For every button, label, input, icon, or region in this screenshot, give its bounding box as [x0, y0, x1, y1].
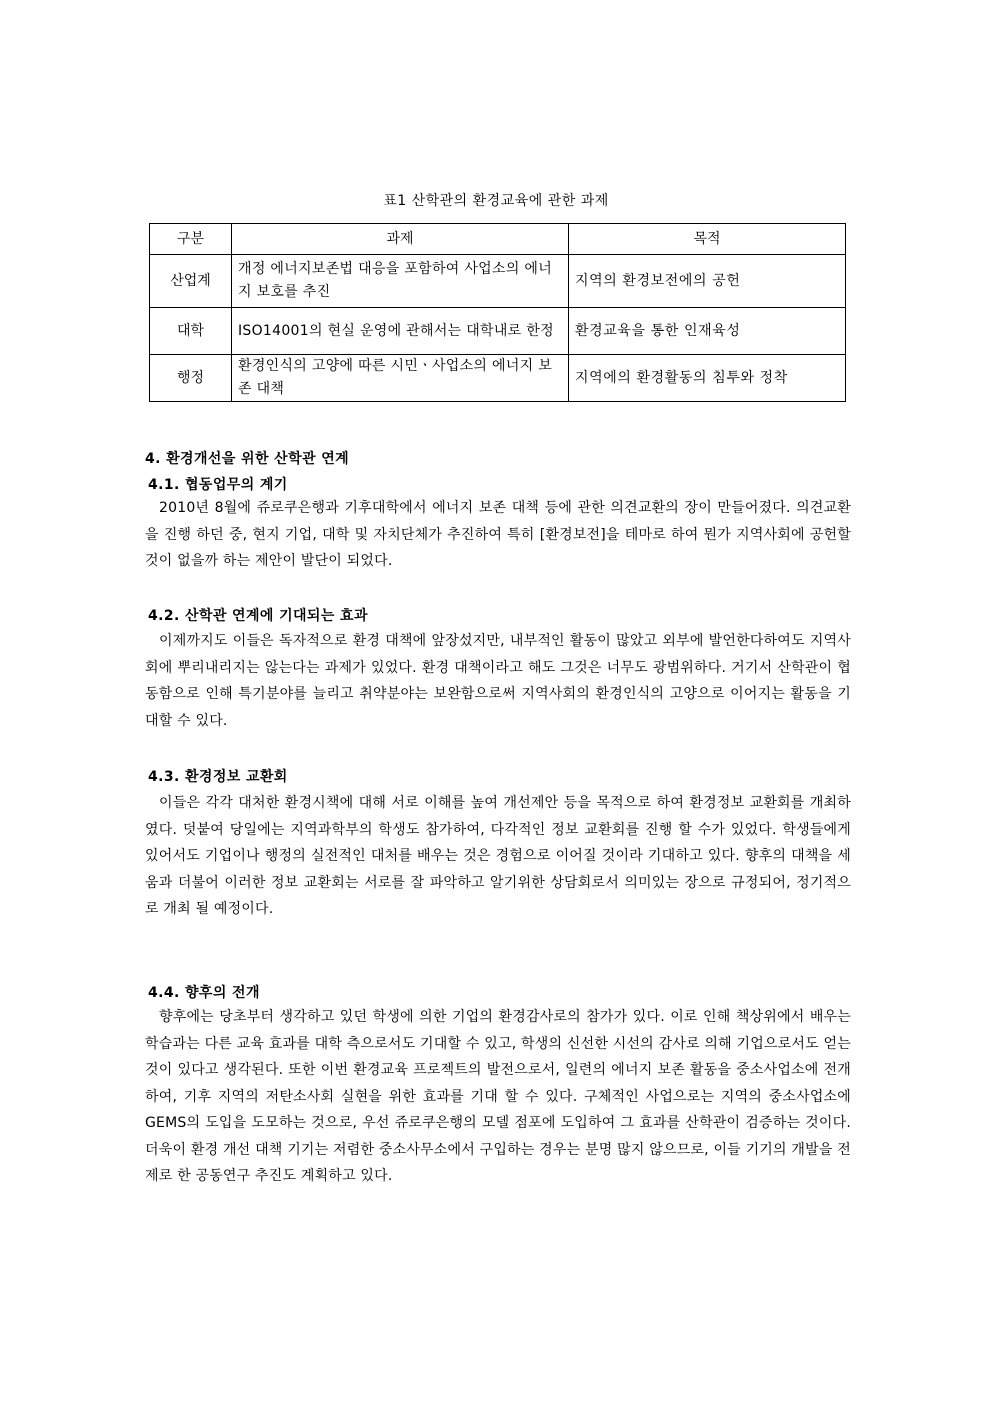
header-goal: 목적 [569, 224, 846, 255]
row-task: ISO14001의 현실 운영에 관해서는 대학내로 한정 [232, 308, 569, 355]
paragraph: 향후에는 당초부터 생각하고 있던 학생에 의한 기업의 환경감사로의 참가가 있다. 이로 인해 책상위에서 배우는 학습과는 다른 교육 효과를 대학 측으로서도 기대할 수 있고, 학생의 신선한 시선의 감사로 의해 기업으로서도 얻는 것이 있다고 생각된다. 또한 이번 환경교육 프로젝트의 발전으로서, 일련의 에너지 보존 활동을 중소사업소에 전개하여, 기후 지역의 저탄소사회 실현을 위한 효과를 기대 할 수 있다. 구체적인 사업으로는 지역의 중소사업소에 GEMS의 도입을 도모하는 것으로, 우선 쥬로쿠은행의 모델 점포에 도입하여 그 효과를 산학관이 검증하는 것이다. 더욱이 환경 개선 대책 기기는 저렴한 중소사무소에서 구입하는 경우는 분명 많지 않으므로, 이들 기기의 개발을 전제로 한 공동연구 추진도 계획하고 있다. [145, 1009, 851, 1184]
paragraph: 이제까지도 이들은 독자적으로 환경 대책에 앞장섰지만, 내부적인 활동이 많았고 외부에 발언한다하여도 지역사회에 뿌리내리지는 않는다는 과제가 있었다. 환경 대책이라고 해도 그것은 너무도 광범위하다. 거기서 산학관이 협동함으로 인해 특기분야를 늘리고 취약분야는 보완함으로써 지역사회의 환경인식의 고양으로 이어지는 활동을 기대할 수 있다. [145, 633, 851, 729]
row-category: 대학 [150, 308, 232, 355]
subsection-title: 4.1. 협동업무의 계기 [148, 477, 288, 493]
section-title: 4. 환경개선을 위한 산학관 연계 [145, 451, 350, 467]
row-category: 행정 [150, 355, 232, 402]
subsection-title: 4.4. 향후의 전개 [148, 985, 260, 1001]
table-header-row [150, 224, 846, 255]
subsection-title: 4.3. 환경정보 교환회 [148, 769, 288, 785]
table-caption: 표1 산학관의 환경교육에 관한 과제 [383, 193, 609, 209]
paragraph: 2010년 8월에 쥬로쿠은행과 기후대학에서 에너지 보존 대책 등에 관한 의견교환의 장이 만들어졌다. 의견교환을 진행 하던 중, 현지 기업, 대학 및 자치단체가 추진하여 특히 [환경보전]을 테마로 하여 뭔가 지역사회에 공헌할 것이 없을까 하는 제안이 발단이 되었다. [145, 500, 851, 569]
row-task: 환경인식의 고양에 따른 시민ㆍ사업소의 에너지 보존 대책 [232, 355, 569, 402]
table-row [150, 308, 846, 355]
row-goal: 환경교육을 통한 인재육성 [569, 308, 846, 355]
header-category: 구분 [150, 224, 232, 255]
row-goal: 지역에의 환경활동의 침투와 정착 [569, 355, 846, 402]
header-task: 과제 [232, 224, 569, 255]
table-row [150, 255, 846, 308]
row-category: 산업계 [150, 255, 232, 308]
row-goal: 지역의 환경보전에의 공헌 [569, 255, 846, 308]
tasks-table [149, 223, 846, 402]
row-task: 개정 에너지보존법 대응을 포함하여 사업소의 에너지 보호를 추진 [232, 255, 569, 308]
table-row [150, 355, 846, 402]
subsection-title: 4.2. 산학관 연계에 기대되는 효과 [148, 608, 368, 624]
paragraph: 이들은 각각 대처한 환경시책에 대해 서로 이해를 높여 개선제안 등을 목적으로 하여 환경정보 교환회를 개최하였다. 덧붙여 당일에는 지역과학부의 학생도 참가하여, 다각적인 정보 교환회를 진행 할 수가 있었다. 학생들에게 있어서도 기업이나 행정의 실전적인 대처를 배우는 것은 경험으로 이어질 것이라 기대하고 있다. 향후의 대책을 세움과 더불어 이러한 정보 교환회는 서로를 잘 파악하고 알기위한 상담회로서 의미있는 장으로 규정되어, 정기적으로 개최 될 예정이다. [145, 795, 851, 917]
